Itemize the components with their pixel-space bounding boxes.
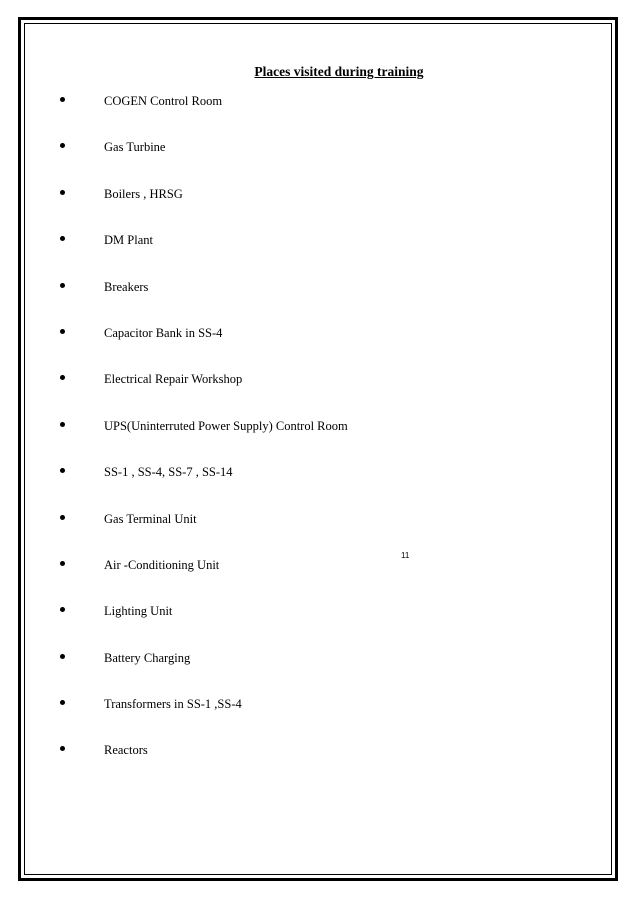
list-item-text: COGEN Control Room (104, 94, 223, 108)
list-item-text: Transformers in SS-1 ,SS-4 (104, 697, 242, 712)
list-item-text: Breakers (104, 279, 149, 294)
page-number: 11 (401, 551, 410, 560)
bullet-icon (60, 561, 65, 566)
list-item-text: Reactors (104, 743, 148, 758)
list-item-text: UPS(Uninterruted Power Supply) Control Room (104, 418, 348, 433)
list-item-text: Air -Conditioning Unit (104, 557, 220, 572)
bullet-icon (60, 97, 65, 102)
bullet-icon (60, 283, 65, 288)
bullet-icon (60, 422, 65, 427)
list-item-text: Gas Turbine (104, 140, 166, 155)
list-item-text: Capacitor Bank in SS-4 (104, 325, 223, 340)
list-item-text: Gas Terminal Unit (104, 511, 197, 526)
bullet-icon (60, 329, 65, 334)
list-item-text: SS-1 , SS-4, SS-7 , SS-14 (104, 465, 233, 480)
bullet-icon (60, 654, 65, 659)
list-item-text: Battery Charging (104, 650, 191, 665)
bullet-icon (60, 190, 65, 195)
bullet-icon (60, 515, 65, 520)
list-item-text: DM Plant (104, 233, 153, 248)
list-item-text: Electrical Repair Workshop (104, 372, 243, 387)
list-item-text: Boilers , HRSG (104, 186, 183, 201)
page-title: Places visited during training (254, 64, 424, 79)
list-item-text: Lighting Unit (104, 604, 173, 619)
